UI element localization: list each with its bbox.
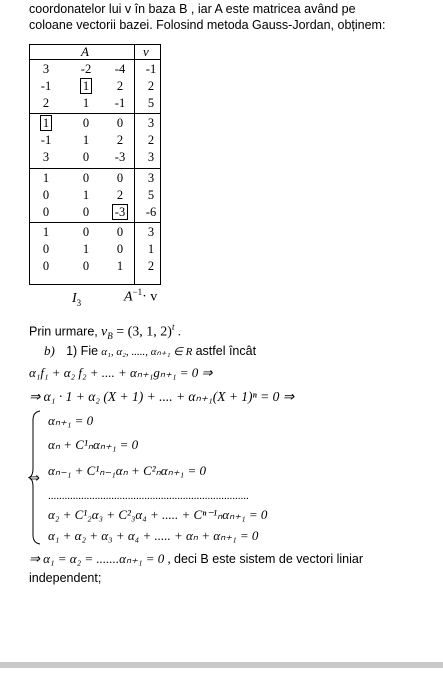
table-cell: 2 (116, 188, 124, 202)
system-row-1: αₙ₊₁ = 0 (48, 413, 94, 428)
table-cell: 1 (82, 242, 90, 256)
table-cell: 0 (82, 116, 90, 130)
table-cell: 0 (42, 242, 50, 256)
table-cell: 0 (42, 259, 50, 273)
table-cell: 0 (116, 171, 124, 185)
table-cell: 1 (82, 133, 90, 147)
system-row-3: αₙ₋₁ + C¹ₙ₋₁αₙ + C²ₙαₙ₊₁ = 0 (48, 463, 206, 478)
table-cell: 1 (42, 171, 50, 185)
table-cell: 5 (147, 188, 155, 202)
table-column-divider (134, 45, 135, 284)
inverse-product-label: $A^{-1}\cdot v$ (124, 287, 158, 305)
table-cell: 1 (42, 225, 50, 239)
equation-2: ⇒ α₁ · 1 + α₂ (X + 1) + .... + αₙ₊₁(X + 1)ⁿ = 0 ⇒ (29, 389, 295, 404)
table-cell: 2 (147, 79, 155, 93)
table-cell: 1 (116, 259, 124, 273)
table-block-divider-3 (30, 222, 160, 223)
table-cell: 0 (42, 188, 50, 202)
table-cell: -1 (114, 96, 126, 110)
table-cell: 0 (82, 205, 90, 219)
result-line: Prin urmare, $v_B = (3$, 1, 2)$^t$ . (29, 322, 181, 341)
table-header-divider (30, 59, 160, 60)
table-cell (110, 205, 130, 220)
table-cell: -3 (114, 150, 126, 164)
intro-line-1: coordonatelor lui v în baza B , iar A este matricea având pe (29, 2, 356, 16)
table-cell: -6 (145, 205, 157, 219)
table-cell: 0 (116, 225, 124, 239)
part-b-line: b) 1) Fie α₁, α₂, ....., αₙ₊₁ ∈ R astfel încât (44, 343, 257, 358)
system-row-4: α₂ + C¹₂α₃ + C²₃α₄ + ..... + Cⁿ⁻¹ₙαₙ₊₁ = 0 (48, 507, 268, 522)
table-cell: 3 (147, 150, 155, 164)
table-cell: 1 (82, 96, 90, 110)
table-cell (36, 116, 56, 131)
table-cell: 3 (147, 225, 155, 239)
identity-label: $I_3$ (72, 291, 82, 308)
table-cell: 3 (42, 150, 50, 164)
table-cell: 5 (147, 96, 155, 110)
system-implies-arrow: ⇒ (29, 470, 40, 485)
table-cell: -4 (114, 62, 126, 76)
table-cell: 2 (116, 133, 124, 147)
table-cell: 0 (116, 116, 124, 130)
conclusion-line-2: independent; (29, 571, 102, 585)
table-cell: 2 (116, 79, 124, 93)
system-dots-row: ......................................................................... (48, 490, 249, 502)
pivot-box: -3 (112, 204, 128, 220)
pivot-box: 1 (40, 115, 52, 131)
table-cell: 0 (82, 150, 90, 164)
table-block-divider-1 (30, 113, 160, 114)
table-cell: -2 (80, 62, 92, 76)
table-cell: 0 (82, 259, 90, 273)
table-header-a: A (81, 44, 89, 59)
table-cell: -1 (40, 133, 52, 147)
table-cell: 2 (42, 96, 50, 110)
table-cell: 2 (147, 259, 155, 273)
table-cell: -1 (40, 79, 52, 93)
table-cell: 3 (147, 116, 155, 130)
system-row-5: α₁ + α₂ + α₃ + α₄ + ..... + αₙ + αₙ₊₁ = 0 (48, 528, 259, 543)
table-cell: -1 (145, 62, 157, 76)
table-cell: 0 (116, 242, 124, 256)
table-cell: 0 (82, 171, 90, 185)
table-cell: 1 (147, 242, 155, 256)
equation-1: α₁f₁ + α₂ f₂ + .... + αₙ₊₁gₙ₊₁ = 0 ⇒ (29, 365, 213, 380)
pivot-box: 1 (80, 78, 92, 94)
gauss-jordan-table (29, 44, 161, 285)
table-cell (76, 79, 96, 94)
page-bottom-rule (0, 662, 443, 668)
table-block-divider-2 (30, 168, 160, 169)
table-cell: 1 (82, 188, 90, 202)
table-cell: 3 (42, 62, 50, 76)
table-cell: 2 (147, 133, 155, 147)
table-header-v: v (143, 44, 149, 59)
conclusion-line-1: ⇒ α₁ = α₂ = .......αₙ₊₁ = 0 , deci B este sistem de vectori liniar (29, 551, 363, 566)
table-cell: 0 (82, 225, 90, 239)
table-cell: 3 (147, 171, 155, 185)
intro-line-2: coloane vectorii bazei. Folosind metoda Gauss-Jordan, obținem: (29, 18, 386, 32)
system-row-2: αₙ + C¹ₙαₙ₊₁ = 0 (48, 437, 139, 452)
table-cell: 0 (42, 205, 50, 219)
